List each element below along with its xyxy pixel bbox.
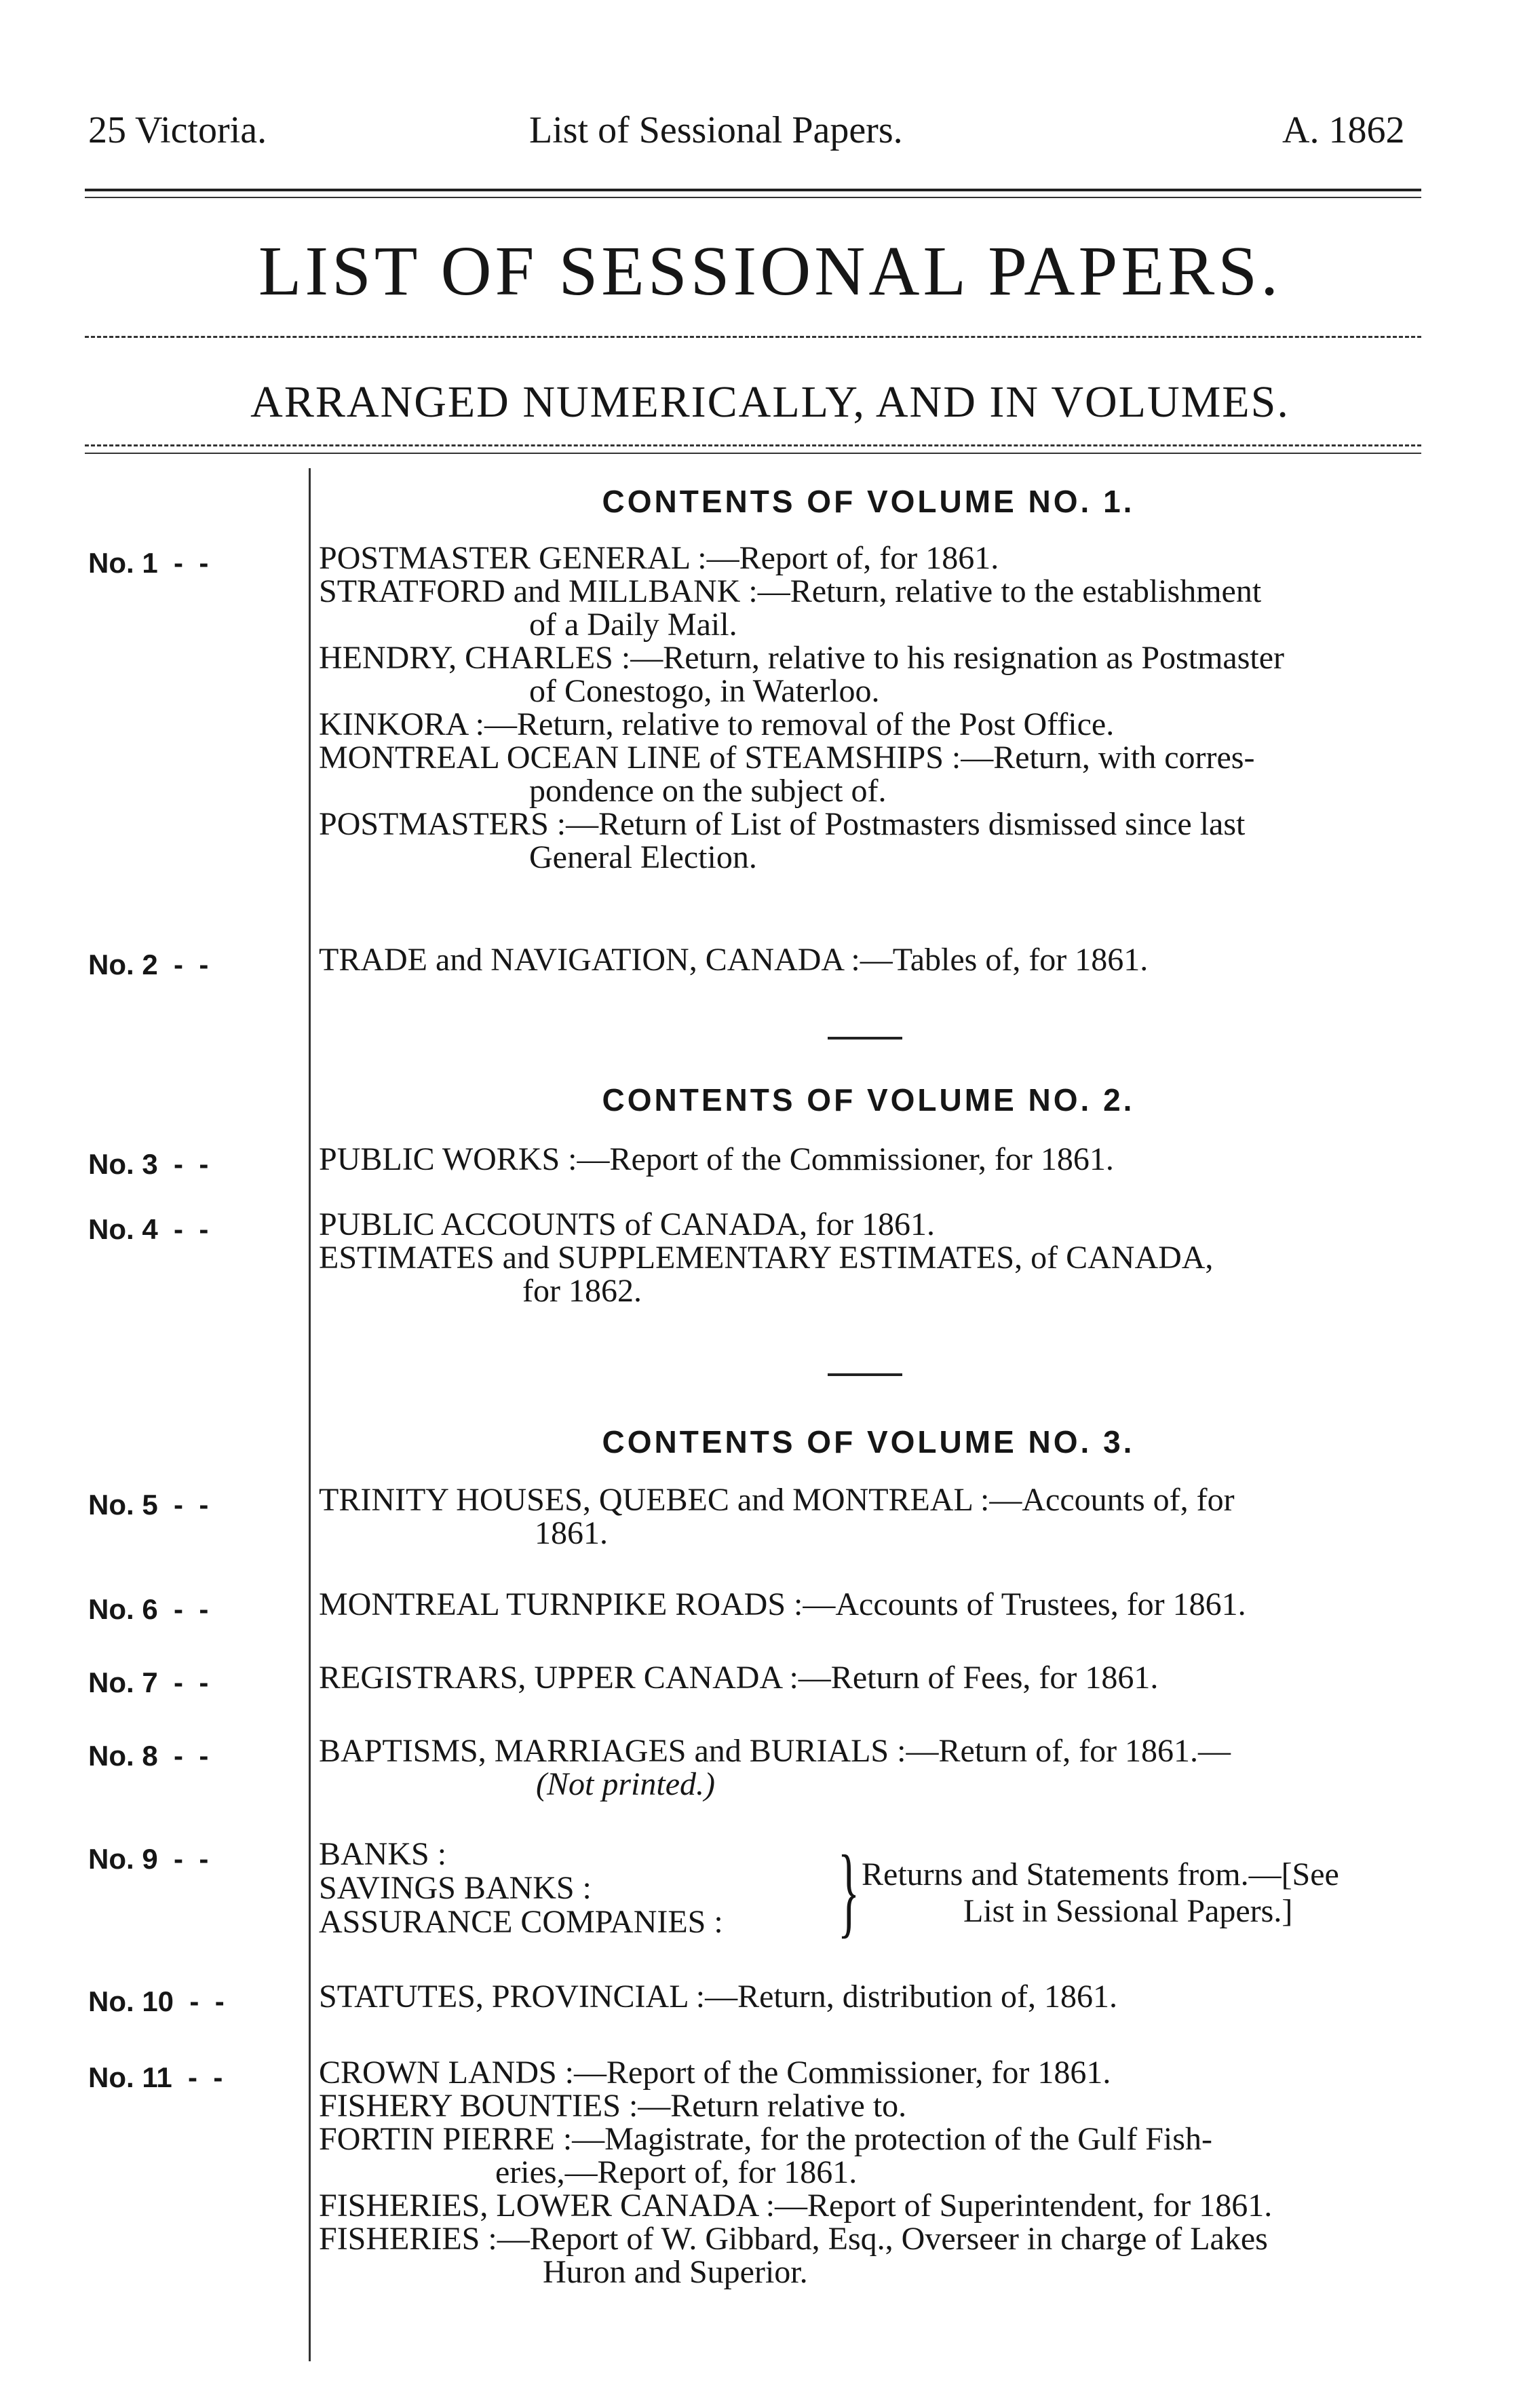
entry-text-continued: eries,—Report of, for 1861. — [495, 2154, 858, 2190]
entry-text: PUBLIC WORKS :—Report of the Commissioner, for 1861. — [319, 1141, 1114, 1177]
entry-text: FISHERY BOUNTIES :—Return relative to. — [319, 2088, 907, 2124]
entry-text: CROWN LANDS :—Report of the Commissioner, for 1861. — [319, 2055, 1111, 2091]
running-head-left: 25 Victoria. — [88, 109, 267, 151]
entry-item — [319, 2222, 1425, 2289]
entry-items — [319, 1588, 1425, 1621]
entry-item — [319, 1208, 1425, 1241]
entry-items — [319, 1837, 1425, 1947]
entry-item — [319, 1241, 1425, 1308]
entry-text: MONTREAL OCEAN LINE of STEAMSHIPS :—Return, with corres- — [319, 740, 1255, 776]
entry-number: No. 1 - - — [88, 547, 209, 579]
entry-text: KINKORA :—Return, relative to removal of the Post Office. — [319, 706, 1115, 742]
bracket-items — [319, 1837, 723, 1939]
entry-text: FORTIN PIERRE :—Magistrate, for the protection of the Gulf Fish- — [319, 2121, 1212, 2157]
entry-number: No. 11 - - — [88, 2061, 223, 2093]
entry-items — [319, 1980, 1425, 2013]
entry-text-continued: of a Daily Mail. — [529, 607, 737, 643]
bracket-item: SAVINGS BANKS : — [319, 1870, 592, 1906]
entry-item — [319, 741, 1425, 807]
entry-number: No. 2 - - — [88, 949, 209, 980]
header-rule-thin — [85, 197, 1421, 198]
entry-item — [319, 807, 1425, 874]
entry-number: No. 4 - - — [88, 1213, 209, 1245]
volume-heading: CONTENTS OF VOLUME NO. 3. — [602, 1424, 1135, 1460]
subtitle-rule — [85, 444, 1421, 446]
entry-number: No. 9 - - — [88, 1843, 209, 1875]
bracket-group — [319, 1837, 1425, 1947]
entry-number: No. 3 - - — [88, 1148, 209, 1180]
entry-number: No. 5 - - — [88, 1489, 209, 1521]
entry-text-continued: General Election. — [529, 839, 757, 875]
page-title: LIST OF SESSIONAL PAPERS. — [258, 232, 1282, 310]
brace-glyph: } — [837, 1835, 860, 1947]
entry-text: BAPTISMS, MARRIAGES and BURIALS :—Return of, for 1861.— — [319, 1733, 1231, 1769]
entry-items — [319, 1208, 1425, 1308]
volume-heading: CONTENTS OF VOLUME NO. 2. — [602, 1082, 1135, 1118]
bracket-note-line: List in Sessional Papers.] — [963, 1893, 1293, 1929]
entry-items — [319, 943, 1425, 976]
bracket-item: ASSURANCE COMPANIES : — [319, 1904, 723, 1940]
entry-text: PUBLIC ACCOUNTS of CANADA, for 1861. — [319, 1206, 936, 1242]
bracket-note — [862, 1856, 1339, 1930]
entry-item — [319, 541, 1425, 575]
column-divider — [309, 468, 311, 2361]
volume-separator — [828, 1373, 902, 1376]
entry-number: No. 7 - - — [88, 1666, 209, 1698]
entry-text-continued: (Not printed.) — [536, 1766, 715, 1802]
title-rule — [85, 336, 1421, 338]
entry-text: MONTREAL TURNPIKE ROADS :—Accounts of Trustees, for 1861. — [319, 1586, 1246, 1622]
entry-text: STATUTES, PROVINCIAL :—Return, distribution of, 1861. — [319, 1979, 1118, 2015]
entry-item — [319, 2122, 1425, 2189]
entry-item — [319, 708, 1425, 741]
entry-number: No. 8 - - — [88, 1740, 209, 1772]
entry-item — [319, 1143, 1425, 1176]
entry-items — [319, 1734, 1425, 1801]
entry-text-continued: Huron and Superior. — [543, 2254, 808, 2290]
entry-text: POSTMASTER GENERAL :—Report of, for 1861. — [319, 540, 999, 576]
entry-text: TRADE and NAVIGATION, CANADA :—Tables of, for 1861. — [319, 942, 1149, 978]
entry-items — [319, 2056, 1425, 2289]
entry-text-continued: pondence on the subject of. — [529, 773, 887, 809]
entry-text: REGISTRARS, UPPER CANADA :—Return of Fees, for 1861. — [319, 1660, 1159, 1696]
entry-item — [319, 1483, 1425, 1550]
entry-text-continued: for 1862. — [522, 1273, 642, 1309]
entry-number: No. 6 - - — [88, 1593, 209, 1625]
bracket-note-line: Returns and Statements from.—[See — [862, 1856, 1339, 1892]
page-subtitle: ARRANGED NUMERICALLY, AND IN VOLUMES. — [250, 377, 1290, 427]
bracket-item: BANKS : — [319, 1836, 447, 1872]
entry-text: POSTMASTERS :—Return of List of Postmasters dismissed since last — [319, 806, 1246, 842]
entry-items — [319, 1483, 1425, 1550]
entry-items — [319, 541, 1425, 874]
entry-item — [319, 641, 1425, 708]
entry-item — [319, 575, 1425, 641]
entry-item — [319, 1980, 1425, 2013]
volume-heading: CONTENTS OF VOLUME NO. 1. — [602, 484, 1135, 519]
header-rule — [85, 189, 1421, 191]
subtitle-rule-thin — [85, 453, 1421, 454]
entry-item — [319, 1661, 1425, 1694]
entry-item — [319, 1588, 1425, 1621]
running-head-right: A. 1862 — [1282, 109, 1405, 151]
entry-item — [319, 943, 1425, 976]
entry-item — [319, 2089, 1425, 2122]
entry-text: ESTIMATES and SUPPLEMENTARY ESTIMATES, of CANADA, — [319, 1240, 1214, 1276]
entry-item — [319, 2189, 1425, 2222]
entry-text: FISHERIES :—Report of W. Gibbard, Esq., Overseer in charge of Lakes — [319, 2221, 1268, 2257]
volume-separator — [828, 1037, 902, 1040]
entry-text: STRATFORD and MILLBANK :—Return, relative to the establishment — [319, 573, 1262, 609]
entry-text-continued: 1861. — [535, 1515, 608, 1551]
entry-items — [319, 1661, 1425, 1694]
entry-text: FISHERIES, LOWER CANADA :—Report of Superintendent, for 1861. — [319, 2188, 1273, 2224]
entry-item — [319, 1734, 1425, 1801]
entry-number: No. 10 - - — [88, 1985, 225, 2017]
running-head-center: List of Sessional Papers. — [529, 109, 903, 151]
entry-items — [319, 1143, 1425, 1176]
entry-text: HENDRY, CHARLES :—Return, relative to his resignation as Postmaster — [319, 640, 1285, 676]
entry-text: TRINITY HOUSES, QUEBEC and MONTREAL :—Accounts of, for — [319, 1482, 1235, 1518]
entry-text-continued: of Conestogo, in Waterloo. — [529, 673, 880, 709]
entry-item — [319, 2056, 1425, 2089]
